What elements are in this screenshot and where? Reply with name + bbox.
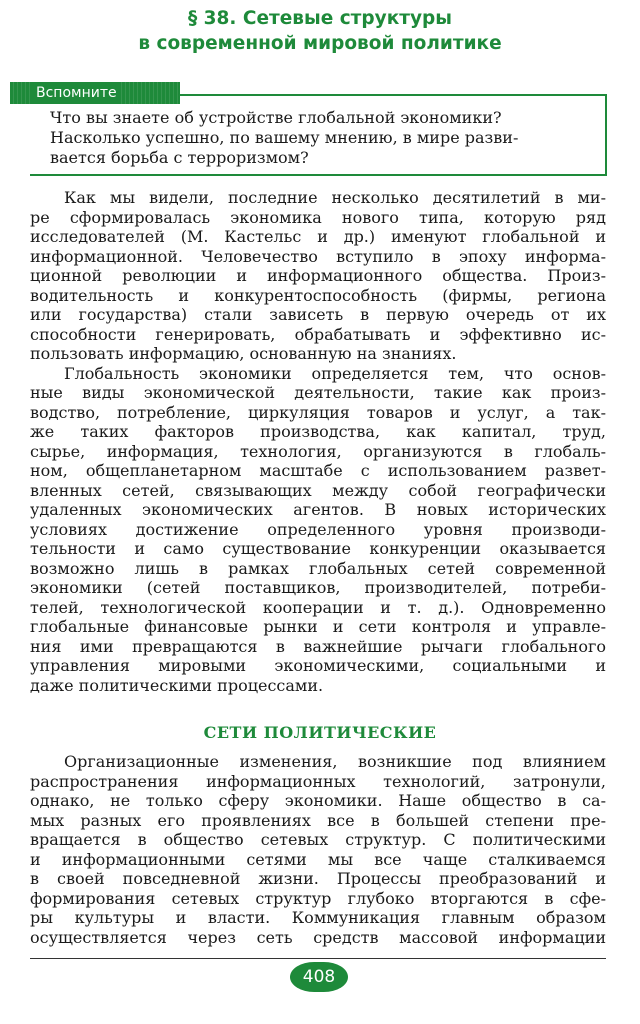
section-heading: СЕТИ ПОЛИТИЧЕСКИЕ xyxy=(203,723,437,742)
text-line: ры культуры и власти. Коммуникация главным образом xyxy=(30,908,606,927)
text-line: однако, не только сферу экономики. Наше общество в са- xyxy=(30,791,606,810)
text-line: ные виды экономической деятельности, такие как произ- xyxy=(30,383,606,402)
text-line: пользовать информацию, основанную на знаниях. xyxy=(30,344,457,363)
text-line: и информационными сетями мы все чаще сталкиваемся xyxy=(30,849,606,869)
remember-line: Насколько успешно, по вашему мнению, в мире разви- xyxy=(50,128,519,147)
text-line: формирования сетевых структур глубоко вторгаются в сфе- xyxy=(30,888,606,908)
text-line: информационной. Человечество вступило в эпоху информа- xyxy=(30,246,606,266)
text-line: водительность и конкурентоспособность (фирмы, региона xyxy=(30,285,606,305)
text-line: осуществляется через сеть средств массовой информации xyxy=(30,927,606,947)
text-line: же таких факторов производства, как капитал, труд, xyxy=(30,422,606,441)
text-line: распространения информационных технологий, затронули, xyxy=(30,771,606,791)
text-line: вращается в общество сетевых структур. С политическими xyxy=(30,830,606,849)
text-line: мых разных его проявлениях все в большей степени пре- xyxy=(30,810,606,830)
text-line: ния ими превращаются в важнейшие рычаги глобального xyxy=(30,636,606,656)
section-title xyxy=(0,6,640,56)
text-line: в своей повседневной жизни. Процессы преобразований и xyxy=(30,869,606,888)
footer-divider xyxy=(30,958,606,959)
remember-label: Вспомните xyxy=(32,82,121,104)
text-line: удаленных экономических агентов. В новых исторических xyxy=(30,500,606,519)
text-line: телей, технологической кооперации и т. д.). Одновременно xyxy=(30,597,606,617)
text-line: Организационные изменения, возникшие под влиянием xyxy=(64,752,606,771)
text-line: экономики (сетей поставщиков, производителей, потреби- xyxy=(30,578,606,597)
text-line: Глобальность экономики определяется тем, что основ- xyxy=(64,363,606,383)
text-line: вленных сетей, связывающих между собой географически xyxy=(30,480,606,500)
remember-line: Что вы знаете об устройстве глобальной экономики? xyxy=(50,108,502,127)
text-line: сырье, информация, технология, организуются в глобаль- xyxy=(30,441,606,461)
text-line: водство, потребление, циркуляция товаров и услуг, а так- xyxy=(30,402,606,422)
text-line: ре сформировалась экономика нового типа, которую ряд xyxy=(30,207,606,227)
text-line: ционной революции и информационного общества. Произ- xyxy=(30,266,606,285)
text-line: тельности и само существование конкуренции оказывается xyxy=(30,539,606,558)
remember-questions xyxy=(50,108,595,168)
text-line: даже политическими процессами. xyxy=(30,675,324,695)
text-line: ном, общепланетарном масштабе с использованием развет- xyxy=(30,461,606,480)
text-line: глобальные финансовые рынки и сети контроля и управле- xyxy=(30,617,606,636)
paragraph-globality xyxy=(30,364,606,696)
text-line: или государства) стали зависеть в первую очередь от их xyxy=(30,305,606,324)
section-title-line-1: § 38. Сетевые структуры xyxy=(187,8,453,29)
text-line: условиях достижение определенного уровня производи- xyxy=(30,519,606,539)
text-line: управления мировыми экономическими, социальными и xyxy=(30,656,606,675)
text-line: исследователей (М. Кастельс и др.) именуют глобальной и xyxy=(30,227,606,246)
text-line: возможно лишь в рамках глобальных сетей современной xyxy=(30,558,606,578)
remember-tab xyxy=(10,82,180,104)
text-line: Как мы видели, последние несколько десятилетий в ми- xyxy=(64,188,606,207)
paragraph-political-networks xyxy=(30,752,606,947)
section-title-line-2: в современной мировой политике xyxy=(138,33,502,54)
remember-line: вается борьба с терроризмом? xyxy=(50,148,309,167)
page-number-badge: 408 xyxy=(290,962,348,992)
paragraph-global-economy xyxy=(30,188,606,364)
text-line: способности генерировать, обрабатывать и эффективно ис- xyxy=(30,324,606,344)
